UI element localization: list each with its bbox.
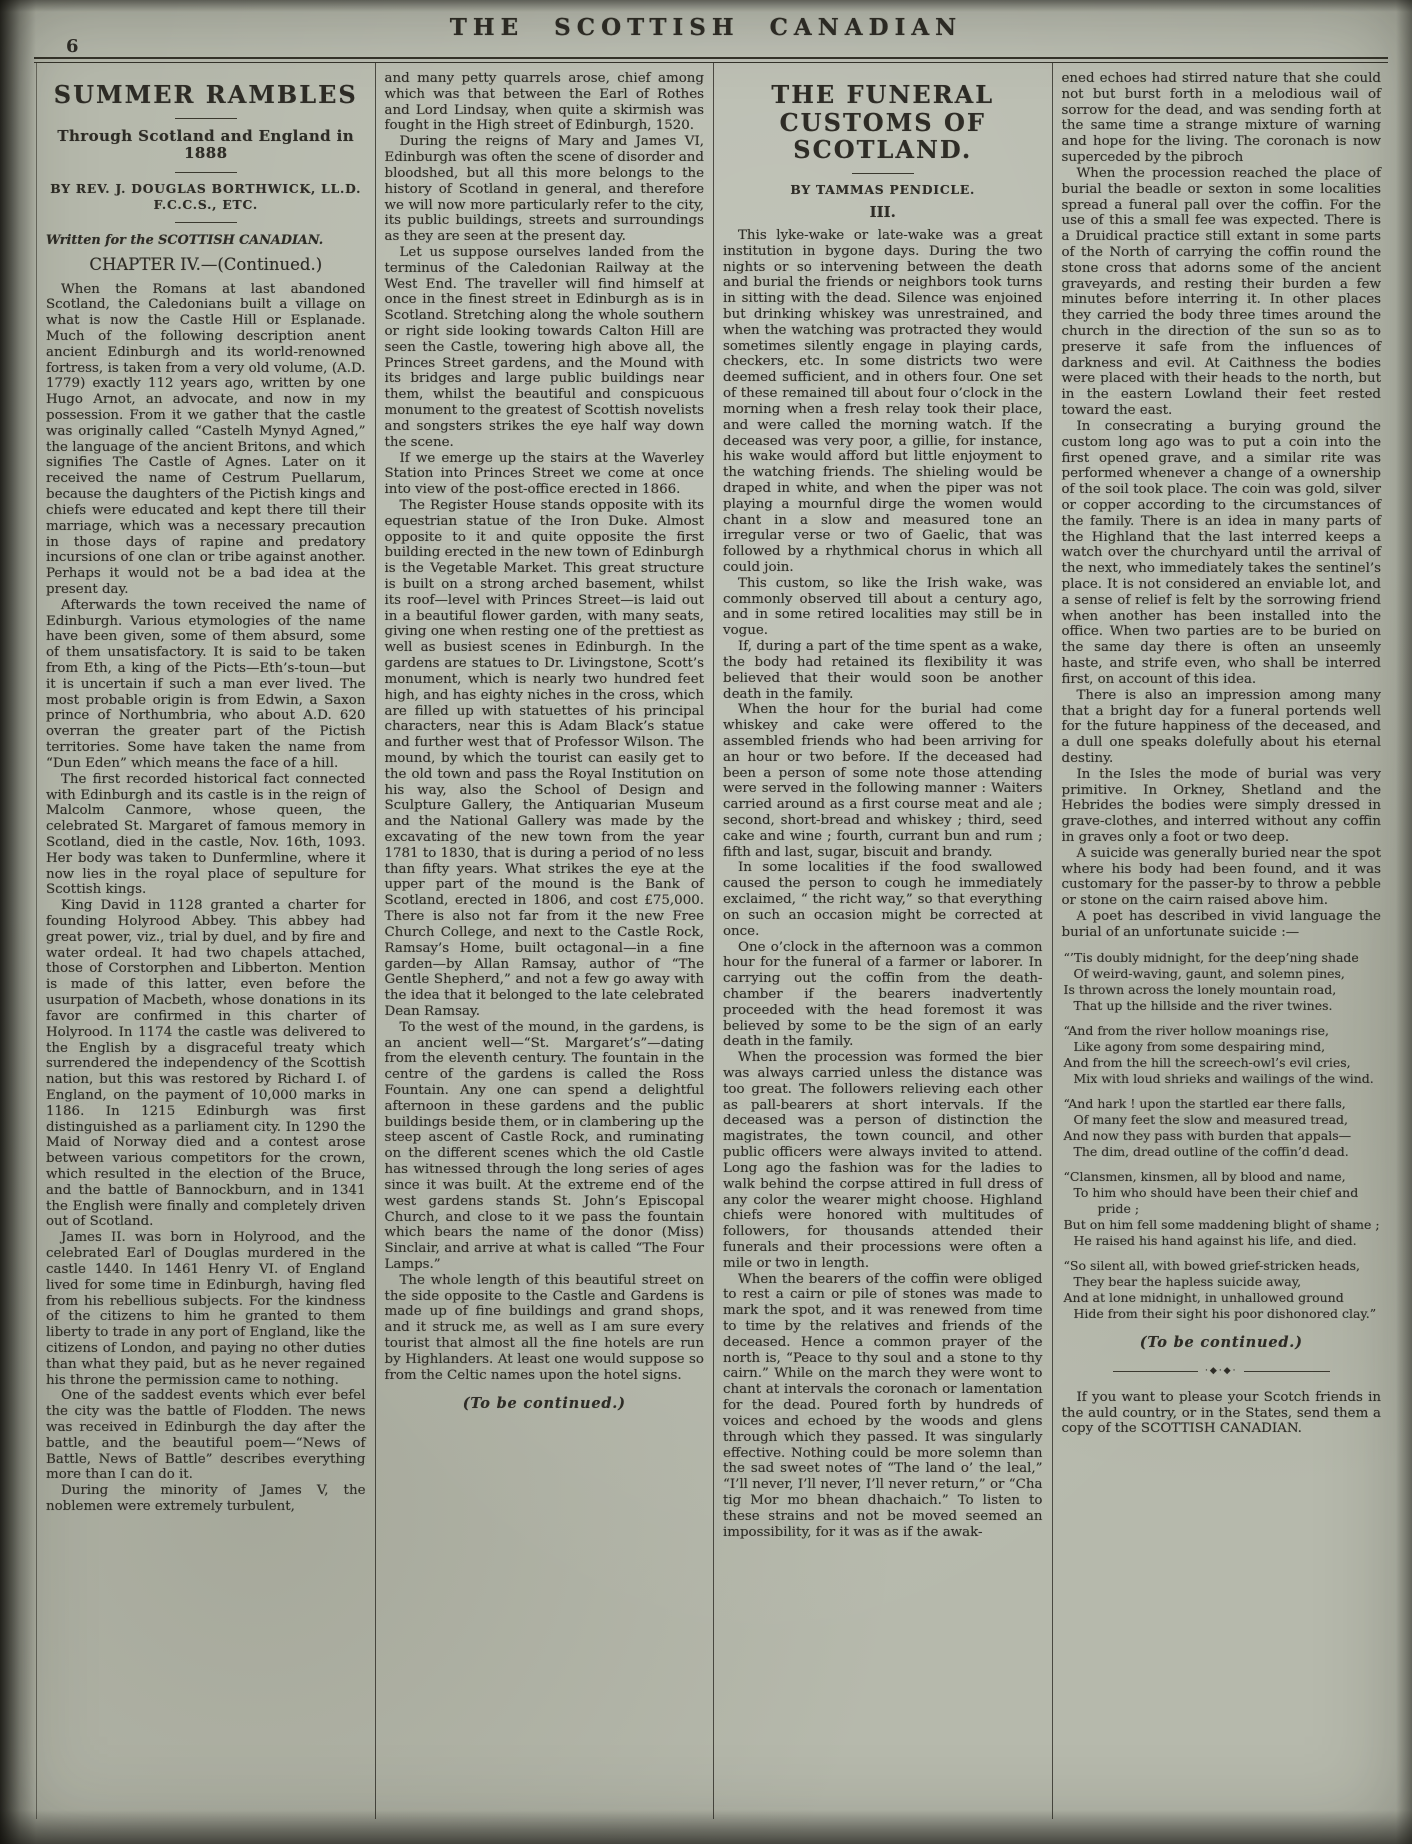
poem-line: And now they pass with burden that appals— xyxy=(1063,1127,1352,1143)
paragraph: When the bearers of the coffin were obliged to rest a cairn or pile of stones was made to mark the spot, and it was renewed from time to time by the relatives and friends of the deceased. Hence a common prayer of the north is, “Peace to thy soul and a stone to thy cairn.” While on the march they were wont to chant at intervals the coronach or lamentation for the dead. Poured forth by hundreds of voices and echoed by the woods and glens through which they passed. It was singularly effective. Nothing could be more solemn than the sad sweet notes of “The land o’ the leal,” “I’ll never, I’ll never, I’ll never return,” or “Cha tig Mor mo bhean dhachaich.” To listen to these strains and not be moved seemed an impossibility, for it was as if the awak- xyxy=(723,1271,1043,1540)
paragraph: When the hour for the burial had come whiskey and cake were offered to the assembled friends who had been arriving for an hour or two before. If the deceased had been a person of some note those attending were served in the following manner : Waiters carried around as a first course meat and ale ; second, short-bread and whiskey ; third, seed cake and wine ; fourth, currant bun and rum ; fifth and last, sugar, biscuit and brandy. xyxy=(723,702,1043,860)
poem-stanza xyxy=(1064,1258,1382,1322)
column-3 xyxy=(713,63,1052,1819)
separator-rule xyxy=(852,173,914,174)
chapter-heading: CHAPTER IV.—(Continued.) xyxy=(89,255,323,275)
poem-line: “’Tis doubly midnight, for the deep’ning shade xyxy=(1063,949,1359,965)
paragraph: If we emerge up the stairs at the Waverley Station into Princes Street we come at once into view of the post-office erected in 1866. xyxy=(384,450,704,498)
paragraph: In the Isles the mode of burial was very primitive. In Orkney, Shetland and the Hebrides the bodies were simply dressed in grave-clothes, and interred without any coffin in graves only a foot or two deep. xyxy=(1061,766,1381,845)
poem-line: “Clansmen, kinsmen, all by blood and name, xyxy=(1063,1168,1346,1184)
paragraph: When the procession reached the place of burial the beadle or sexton in some localities spread a funeral pall over the coffin. For the use of this a small fee was expected. There is a Druidical practice still extant in some parts of the North of carrying the coffin round the stone cross that adorns some of the ancient graveyards, and resting their burden a few minutes before interring it. In other places they carried the body three times around the church in the direction of the sun so as to preserve it safe from the influences of darkness and evil. At Caithness the bodies were placed with their heads to the north, but in the eastern Lowland their feet rested toward the east. xyxy=(1061,165,1381,419)
paragraph: The whole length of this beautiful street on the side opposite to the Castle and Gardens is made up of fine buildings and grand shops, and it struck me, as well as I am sure every tourist that almost all the fine hotels are run by Highlanders. At least one would suppose so from the Celtic names upon the hotel signs. xyxy=(384,1272,704,1383)
poem-line: Hide from their sight his poor dishonored clay.” xyxy=(1073,1305,1377,1321)
paragraph: There is also an impression among many that a bright day for a funeral portends well for the future happiness of the deceased, and a dull one speaks dolefully about his eternal destiny. xyxy=(1061,687,1381,766)
poem-line: “And from the river hollow moanings rise, xyxy=(1063,1022,1329,1038)
newspaper-masthead: THE SCOTTISH CANADIAN xyxy=(449,14,963,41)
paragraph: A suicide was generally buried near the spot where his body had been found, and it was customary for the passer-by to throw a pebble or stone on the cairn raised above him. xyxy=(1061,845,1381,909)
paragraph: A poet has described in vivid language the burial of an unfortunate suicide :— xyxy=(1061,909,1381,940)
poem-line: “So silent all, with bowed grief-stricken heads, xyxy=(1063,1257,1361,1273)
article-title: THE FUNERAL CUSTOMS OF SCOTLAND. xyxy=(771,80,995,165)
ornament-diamonds: ·◆·◆· xyxy=(1205,1365,1238,1376)
columns-container xyxy=(36,63,1390,1819)
paragraph: One o’clock in the afternoon was a common hour for the funeral of a farmer or laborer. In carrying out the coffin from the death-chamber if the bearers inadvertently proceeded with the head foremost it was believed by some to be the sign of an early death in the family. xyxy=(723,939,1043,1050)
paragraph: One of the saddest events which ever befel the city was the battle of Flodden. The news was received in Edinburgh the day after the battle, and the beautiful poem—“News of Battle, News of Battle” describes everything more than I can do it. xyxy=(46,1388,366,1483)
poem-stanza xyxy=(1064,1096,1382,1160)
scan-edge-right xyxy=(1396,0,1412,1844)
page-number: 6 xyxy=(66,36,79,57)
section-number: III. xyxy=(869,203,896,222)
poem-line: They bear the hapless suicide away, xyxy=(1073,1273,1302,1289)
byline: F.C.C.S., ETC. xyxy=(153,197,258,213)
paragraph: King David in 1128 granted a charter for founding Holyrood Abbey. This abbey had great power, viz., trial by duel, and by fire and water ordeal. It had two chapels attached, those of Corstorphen and Libberton. Mention is made of this latter, even before the usurpation of Macbeth, whose donations in its favor are confirmed in this charter of Holyrood. In 1174 the castle was delivered to the English by a disgraceful treaty which surrendered the independency of the Scottish nation, but this was restored by Richard I. of England, on the payment of 10,000 marks in 1186. In 1215 Edinburgh was first distinguished as a parliament city. In 1290 the Maid of Norway died and a contest arose between various competitors for the crown, which resulted in the election of the Bruce, and the battle of Bannockburn, and in 1341 the English were finally and completely driven out of Scotland. xyxy=(46,898,366,1230)
poem-line: And at lone midnight, in unhallowed ground xyxy=(1063,1289,1344,1305)
poem-stanza xyxy=(1064,1169,1382,1249)
paragraph: Afterwards the town received the name of Edinburgh. Various etymologies of the name have been given, some of them absurd, some of them unsatisfactory. It is said to be taken from Eth, a king of the Picts—Eth’s-toun—but it is uncertain if such a man ever lived. The most probable origin is from Edwin, a Saxon prince of Northumbria, who about A.D. 620 overran the greater part of the Pictish territories. Some have taken the name from “Dun Eden” which means the face of a hill. xyxy=(46,597,366,771)
scan-edge-left xyxy=(0,0,36,1844)
ornament-divider xyxy=(1113,1367,1330,1376)
paragraph: When the Romans at last abandoned Scotland, the Caledonians built a village on what is now the Castle Hill or Esplanade. Much of the following description anent ancient Edinburgh and its world-renowned fortress, is taken from a very old volume, (A.D. 1779) exactly 112 years ago, written by one Hugo Arnot, an advocate, and now in my possession. From it we gather that the castle was originally called “Castelh Mynyd Agned,” the language of the ancient Britons, and which signifies The Castle of Agnes. Later on it received the name of Cestrum Puellarum, because the daughters of the Pictish kings and chiefs were educated and kept there till their marriage, which was a necessary precaution in those days of rapine and predatory incursions of one clan or tribe against another. Perhaps it would not be a bad idea at the present day. xyxy=(46,281,366,597)
paragraph: If, during a part of the time spent as a wake, the body had retained its flexibility it was believed that their would soon be another death in the family. xyxy=(723,639,1043,702)
paragraph: ened echoes had stirred nature that she could not but burst forth in a melodious wail of sorrow for the dead, and was sending forth at the same time a strange mixture of warning and hope for the living. The coronach is now superceded by the pibroch xyxy=(1061,71,1381,166)
to-be-continued-note: (To be continued.) xyxy=(462,1395,626,1413)
paragraph: James II. was born in Holyrood, and the celebrated Earl of Douglas murdered in the castle 1440. In 1461 Henry VI. of England lived for some time in Edinburgh, having fled from his rebellious subjects. For the kindness of the citizens to him he granted to them liberty to trade in any port of England, like the citizens of London, and paying no other duties than what they paid, but as he never regained his throne the permission came to nothing. xyxy=(46,1230,366,1388)
byline: BY REV. J. DOUGLAS BORTHWICK, LL.D. xyxy=(50,180,362,196)
poem-line: Of weird-waving, gaunt, and solemn pines, xyxy=(1073,965,1345,981)
poem-line: That up the hillside and the river twines. xyxy=(1073,997,1333,1013)
column-1 xyxy=(36,63,375,1819)
poem-stanza xyxy=(1064,950,1382,1014)
ornament-line xyxy=(1244,1371,1329,1372)
poem-line: To him who should have been their chief and pride ; xyxy=(1073,1184,1359,1216)
poem-stanza xyxy=(1064,1023,1382,1087)
paragraph: In consecrating a burying ground the custom long ago was to put a coin into the first opened grave, and a similar rite was performed whenever a change of a ownership of the soil took place. The coin was gold, silver or copper according to the circumstances of the family. There is an idea in many parts of the Highland that the last interred keeps a watch over the churchyard until the arrival of the next, who immediately takes the sentinel’s place. It is not considered an enviable lot, and a sense of relief is felt by the sorrowing friend when another has been installed into the office. When two parties are to be buried on the same day there is often an unseemly haste, and strife even, who shall be interred first, on account of this idea. xyxy=(1061,418,1381,687)
paragraph: and many petty quarrels arose, chief among which was that between the Earl of Rothes and Lord Lindsay, when quite a skirmish was fought in the High street of Edinburgh, 1520. xyxy=(384,71,704,134)
paragraph: The Register House stands opposite with its equestrian statue of the Iron Duke. Almost opposite to it and quite opposite the first building erected in the new town of Edinburgh is the Vegetable Market. This great structure is built on a strong arched basement, whilst its roof—level with Princes Street—is laid out in a beautiful flower garden, with many seats, giving one when resting one of the prettiest as well as busiest scenes in Edinburgh. In the gardens are statues to Dr. Livingstone, Scott’s monument, which is nearly two hundred feet high, and has eighty niches in the cross, which are filled up with statuettes of his principal characters, near this is Adam Black’s statue and further west that of Professor Wilson. The mound, by which the tourist can easily get to the old town and pass the Royal Institution on his way, also the School of Design and Sculpture Gallery, the Antiquarian Museum and the National Gallery was made by the excavating of the new town from the year 1781 to 1830, that is during a period of no less than fifty years. What strikes the eye at the upper part of the mound is the Bank of Scotland, erected in 1806, and cost £75,000. There is also not far from it the new Free Church College, and next to the Castle Rock, Ramsay’s Home, built octagonal—in a fine garden—by Allan Ramsay, author of “The Gentle Shepherd,” and not a few go away with the idea that it belonged to the late celebrated Dean Ramsay. xyxy=(384,497,704,1019)
article-title: SUMMER RAMBLES xyxy=(53,80,358,109)
article-subtitle: Through Scotland and England in 1888 xyxy=(57,126,355,163)
poem-line: But on him fell some maddening blight of shame ; xyxy=(1063,1216,1380,1232)
to-be-continued-note: (To be continued.) xyxy=(1139,1333,1303,1351)
separator-rule xyxy=(175,118,237,119)
poem-line: “And hark ! upon the startled ear there falls, xyxy=(1063,1095,1346,1111)
paragraph: During the reigns of Mary and James VI, Edinburgh was often the scene of disorder and bloodshed, but all this more belongs to the history of Scotland in general, and therefore we will now more particularly refer to the city, its public buildings, streets and surroundings as they are seen at the present day. xyxy=(384,134,704,245)
column-2 xyxy=(375,63,714,1819)
paragraph: Let us suppose ourselves landed from the terminus of the Caledonian Railway at the West End. The traveller will find himself at once in the finest street in Edinburgh as is in Scotland. Stretching along the whole southern or right side looking towards Calton Hill are seen the Castle, towering high above all, the Princes Street gardens, and the Mound with its bridges and large public buildings near them, whilst the beautiful and conspicuous monument to the greatest of Scottish novelists and songsters strikes the eye half way down the scene. xyxy=(384,244,704,450)
paragraph: When the procession was formed the bier was always carried unless the distance was too great. The followers relieving each other as pall-bearers at short intervals. If the deceased was a person of distinction the magistrates, the town council, and other public officers were always invited to attend. Long ago the fashion was for the ladies to walk behind the corpse attired in full dress of any color the wearer might choose. Highland chiefs were honored with multitudes of followers, for thousands attended their funerals and their processions were often a mile or two in length. xyxy=(723,1050,1043,1271)
poem-line: And from the hill the screech-owl’s evil cries, xyxy=(1063,1054,1351,1070)
ornament-line xyxy=(1113,1371,1198,1372)
paragraph: This custom, so like the Irish wake, was commonly observed till about a century ago, and in some retired localities may still be in vogue. xyxy=(723,575,1043,639)
paragraph: To the west of the mound, in the gardens, is an ancient well—“St. Margaret’s”—dating from the eleventh century. The fountain in the centre of the gardens is called the Ross Fountain. Any one can spend a delightful afternoon in these gardens and the public buildings beside them, or in clambering up the steep ascent of Castle Rock, and ruminating on the different scenes which the old Castle has witnessed through the long series of ages since it was built. At the extreme end of the west gardens stands St. John’s Episcopal Church, and close to it we pass the fountain which bears the name of the donor (Miss) Sinclair, and arrive at what is called “The Four Lamps.” xyxy=(384,1019,704,1272)
paragraph: The first recorded historical fact connected with Edinburgh and its castle is in the reign of Malcolm Canmore, whose queen, the celebrated St. Margaret of famous memory in Scotland, died in the castle, Nov. 16th, 1093. Her body was taken to Dunfermline, where it now lies in the royal place of sepulture for Scottish kings. xyxy=(46,771,366,898)
poem-line: He raised his hand against his life, and died. xyxy=(1073,1232,1357,1248)
paragraph: This lyke-wake or late-wake was a great institution in bygone days. During the two nights or so intervening between the death and burial the friends or neighbors took turns in sitting with the dead. Silence was enjoined but drinking whiskey was unrestrained, and when the watching was protracted they would sometimes silently engage in playing cards, checkers, etc. In some districts two were deemed sufficient, and in others four. One set of these remained till about four o’clock in the morning when a fresh relay took their place, and were called the morning watch. If the deceased was very poor, a gillie, for instance, his wake would afford but little enjoyment to the watching friends. The shieling would be draped in white, and when the piper was not playing a mournful dirge the women would chant in a slow and measured tone an irregular verse or two of Gaelic, that was followed by a rhythmical chorus in which all could join. xyxy=(723,227,1043,576)
column-4 xyxy=(1052,63,1391,1819)
separator-rule xyxy=(175,172,237,173)
paragraph: In some localities if the food swallowed caused the person to cough he immediately exclaimed, “ the richt way,” so that everything on such an occasion might be corrected at once. xyxy=(723,860,1043,939)
paragraph: During the minority of James V, the noblemen were extremely turbulent, xyxy=(46,1483,366,1515)
poem-line: Like agony from some despairing mind, xyxy=(1073,1038,1326,1054)
poem-line: Mix with loud shrieks and wailings of the wind. xyxy=(1073,1070,1374,1086)
poem-line: Is thrown across the lonely mountain road, xyxy=(1063,981,1337,997)
poem-line: Of many feet the slow and measured tread, xyxy=(1073,1111,1349,1127)
byline: BY TAMMAS PENDICLE. xyxy=(790,181,976,197)
credit-line: Written for the SCOTTISH CANADIAN. xyxy=(46,232,324,248)
poem-line: The dim, dread outline of the coffin’d dead. xyxy=(1073,1143,1349,1159)
paragraph: If you want to please your Scotch friends in the auld country, or in the States, send them a copy of the SCOTTISH CANADIAN. xyxy=(1061,1389,1381,1437)
separator-rule xyxy=(175,222,237,223)
